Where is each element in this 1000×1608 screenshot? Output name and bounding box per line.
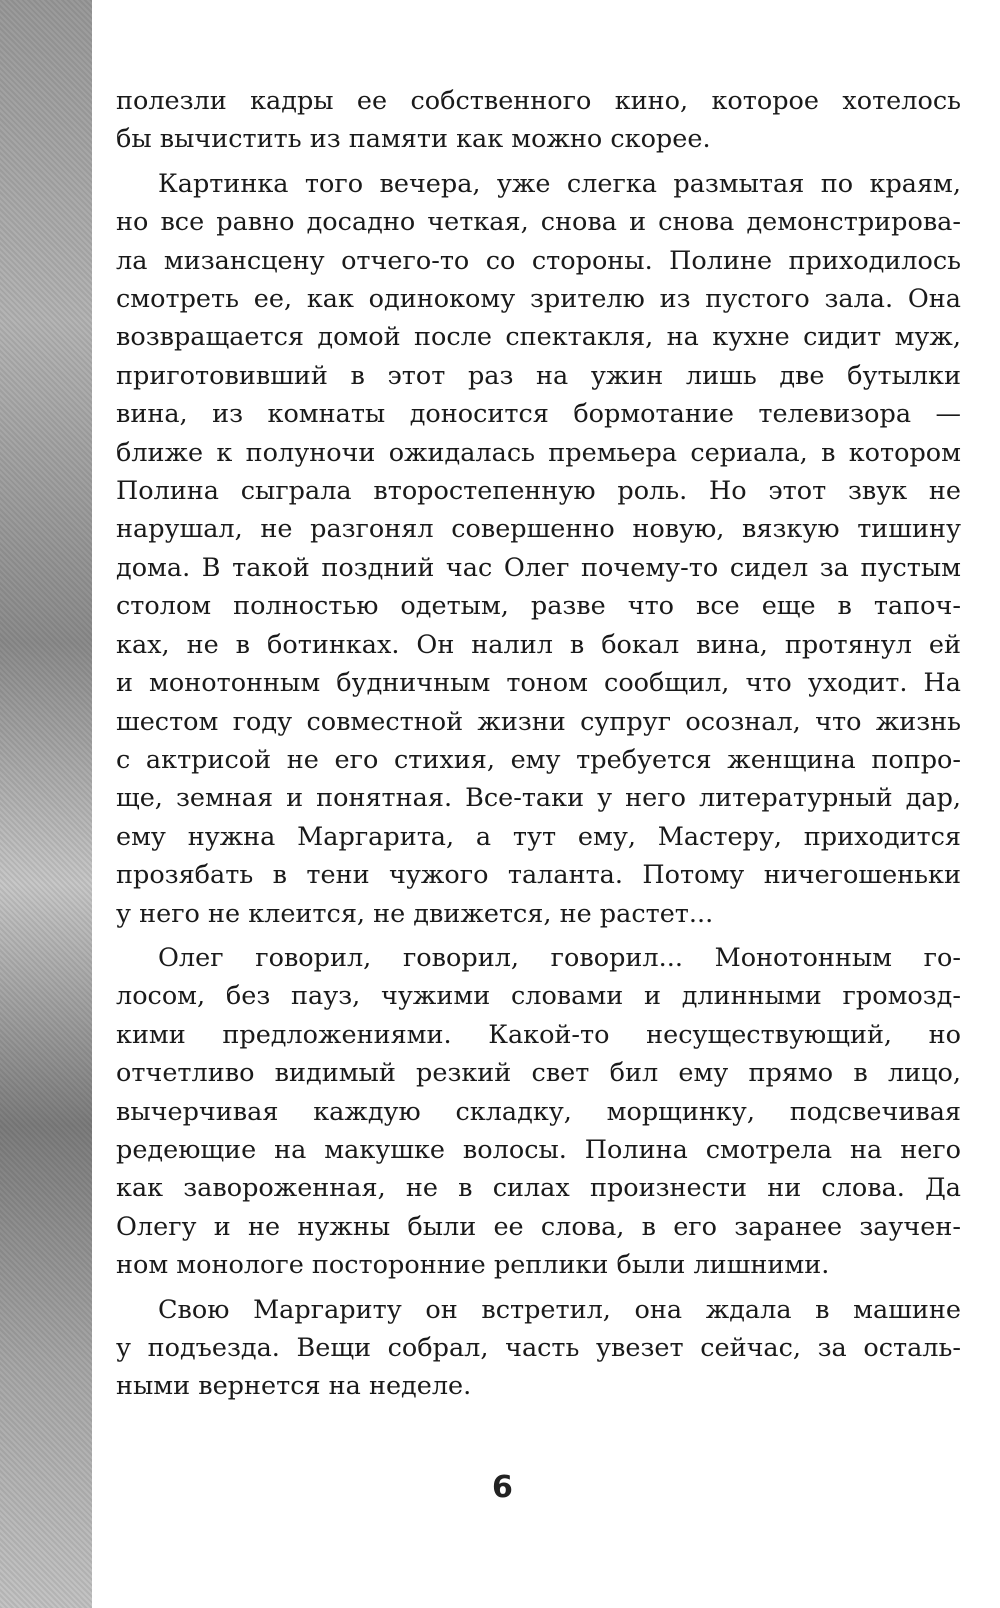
text-line: Олегу и не нужны были ее слова, в его заранее заучен- (116, 1211, 961, 1242)
text-line: у подъезда. Вещи собрал, часть увезет сейчас, за осталь- (116, 1333, 961, 1363)
paragraph (116, 939, 961, 1285)
paragraph (116, 82, 961, 159)
text-line: отчетливо видимый резкий свет бил ему прямо в лицо, (116, 1058, 961, 1089)
text-line: у него не клеится, не движется, не растет... (116, 898, 714, 929)
text-line: прозябать в тени чужого таланта. Потому ничегошеньки (116, 860, 961, 891)
text-line: ще, земная и понятная. Все-таки у него литературный дар, (116, 783, 961, 814)
text-line: но все равно досадно четкая, снова и снова демонстрирова- (116, 207, 961, 238)
text-line: ными вернется на неделе. (116, 1371, 472, 1402)
paragraph (116, 1291, 961, 1406)
text-line: ближе к полуночи ожидалась премьера сериала, в котором (116, 437, 961, 468)
text-line: смотреть ее, как одинокому зрителю из пустого зала. Она (116, 284, 961, 315)
text-line: Олег говорил, говорил, говорил... Монотонным го- (158, 942, 961, 973)
text-line: Полина сыграла второстепенную роль. Но этот звук не (116, 476, 961, 507)
text-line: ках, не в ботинках. Он налил в бокал вина, протянул ей (116, 629, 961, 660)
text-line: ла мизансцену отчего-то со стороны. Полине приходилось (116, 245, 961, 276)
text-line: редеющие на макушке волосы. Полина смотрела на него (116, 1134, 961, 1165)
text-line: ему нужна Маргарита, а тут ему, Мастеру, приходится (116, 821, 961, 852)
text-line: дома. В такой поздний час Олег почему-то сидел за пустым (116, 552, 961, 583)
cover-edge-illustration (0, 0, 92, 1608)
text-line: Картинка того вечера, уже слегка размытая по краям, (158, 168, 961, 199)
text-line: полезли кадры ее собственного кино, которое хотелось (116, 86, 961, 116)
text-line: возвращается домой после спектакля, на кухне сидит муж, (116, 322, 961, 353)
text-line: как завороженная, не в силах произнести ни слова. Да (116, 1173, 961, 1204)
text-line: вычерчивая каждую складку, морщинку, подсвечивая (116, 1096, 961, 1127)
text-line: шестом году совместной жизни супруг осознал, что жизнь (116, 706, 961, 737)
paragraph (116, 165, 961, 933)
text-line: и монотонным будничным тоном сообщил, что уходит. На (116, 668, 961, 699)
text-line: нарушал, не разгонял совершенно новую, вязкую тишину (116, 514, 961, 545)
text-line: приготовивший в этот раз на ужин лишь две бутылки (116, 360, 961, 391)
page-body-text (116, 82, 961, 1412)
text-line: кими предложениями. Какой-то несуществующий, но (116, 1019, 961, 1050)
text-line: вина, из комнаты доносится бормотание телевизора — (116, 399, 961, 430)
text-line: ном монологе посторонние реплики были лишними. (116, 1250, 830, 1281)
text-line: Свою Маргариту он встретил, она ждала в машине (158, 1294, 961, 1325)
text-line: столом полностью одетым, разве что все еще в тапоч- (116, 591, 961, 622)
text-line: с актрисой не его стихия, ему требуется женщина попро- (116, 744, 961, 775)
text-line: бы вычистить из памяти как можно скорее. (116, 124, 711, 155)
text-line: лосом, без пауз, чужими словами и длинными громозд- (116, 981, 961, 1012)
page-number: 6 (492, 1470, 513, 1505)
